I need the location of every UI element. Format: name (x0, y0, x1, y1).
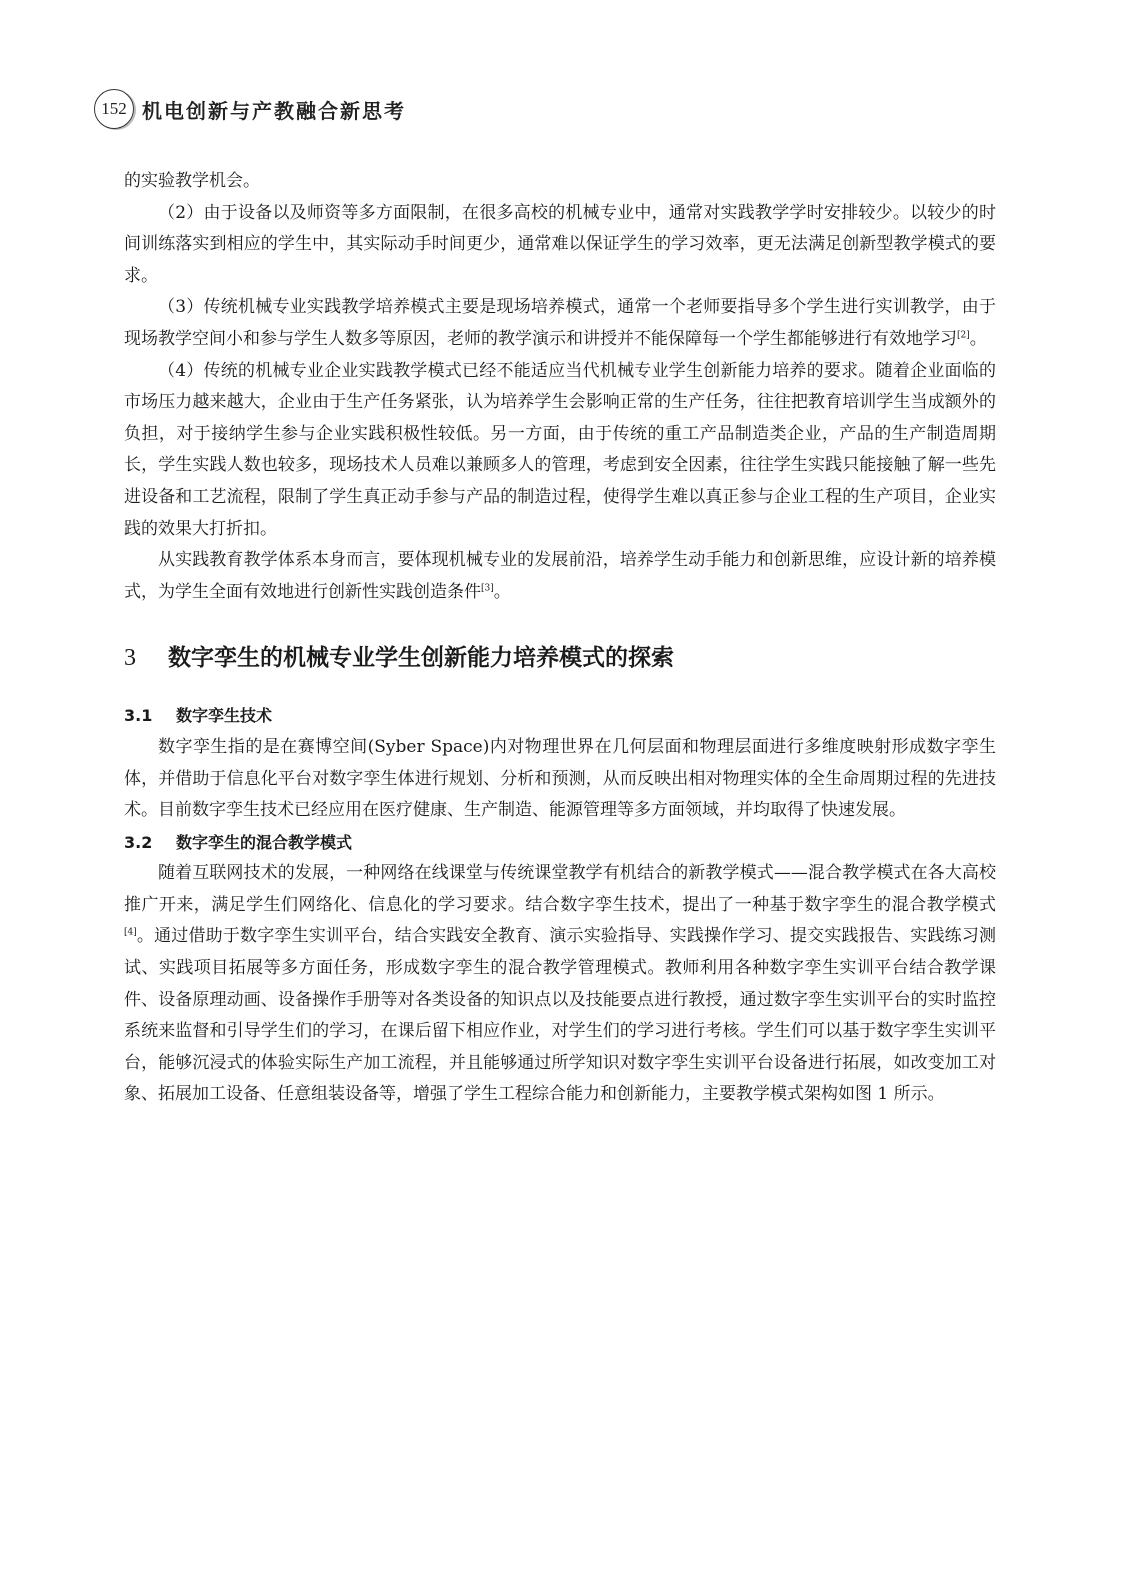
paragraph (124, 858, 996, 1111)
section-heading (124, 638, 996, 678)
paragraph-text: 随着互联网技术的发展，一种网络在线课堂与传统课堂教学有机结合的新教学模式——混合教学模式在各大高校推广开来，满足学生们网络化、信息化的学习要求。结合数字孪生技术，提出了一种基于数字孪生的混合教学模式 (124, 863, 996, 915)
page-body (124, 166, 996, 1111)
paragraph: （4）传统的机械专业企业实践教学模式已经不能适应当代机械专业学生创新能力培养的要求。随着企业面临的市场压力越来越大，企业由于生产任务紧张，认为培养学生会影响正常的生产任务，往往把教育培训学生当成额外的负担，对于接纳学生参与企业实践积极性较低。另一方面，由于传统的重工产品制造类企业，产品的生产制造周期长，学生实践人数也较多，现场技术人员难以兼顾多人的管理，考虑到安全因素，往往学生实践只能接触了解一些先进设备和工艺流程，限制了学生真正动手参与产品的制造过程，使得学生难以真正参与企业工程的生产项目，企业实践的效果大打折扣。 (124, 360, 996, 539)
citation-ref: [4] (124, 927, 137, 938)
paragraph (124, 545, 996, 608)
section-number: 3 (124, 645, 136, 672)
subsection-heading (124, 827, 996, 859)
paragraph-end: 。 (493, 581, 511, 602)
paragraph: 数字孪生指的是在赛博空间(Syber Space)内对物理世界在几何层面和物理层面进行多维度映射形成数字孪生体，并借助于信息化平台对数字孪生体进行规划、分析和预测，从而反映出相对物理实体的全生命周期过程的先进技术。目前数字孪生技术已经应用在医疗健康、生产制造、能源管理等多方面领域，并均取得了快速发展。 (124, 736, 996, 821)
paragraph: 的实验教学机会。 (124, 171, 260, 191)
paragraph: （2）由于设备以及师资等多方面限制，在很多高校的机械专业中，通常对实践教学学时安排较少。以较少的时间训练落实到相应的学生中，其实际动手时间更少，通常难以保证学生的学习效率，更无法满足创新型教学模式的要求。 (124, 202, 996, 286)
subsection-number: 3.1 (124, 706, 153, 726)
page-header (94, 88, 406, 130)
citation-ref: [3] (481, 583, 494, 594)
paragraph-text: （3）传统机械专业实践教学培养模式主要是现场培养模式，通常一个老师要指导多个学生进行实训教学，由于现场教学空间小和参与学生人数多等原因，老师的教学演示和讲授并不能保障每一个学生都能够进行有效地学习 (124, 297, 996, 349)
section-title: 数字孪生的机械专业学生创新能力培养模式的探索 (168, 645, 674, 672)
paragraph-rest: 。通过借助于数字孪生实训平台，结合实践安全教育、演示实验指导、实践操作学习、提交实践报告、实践练习测试、实践项目拓展等多方面任务，形成数字孪生的混合教学管理模式。教师利用各种数字孪生实训平台结合教学课件、设备原理动画、设备操作手册等对各类设备的知识点以及技能要点进行教授，通过数字孪生实训平台的实时监控系统来监督和引导学生们的学习，在课后留下相应作业，对学生们的学习进行考核。学生们可以基于数字孪生实训平台，能够沉浸式的体验实际生产加工流程，并且能够通过所学知识对数字孪生实训平台设备进行拓展，如改变加工对象、拓展加工设备、任意组装设备等，增强了学生工程综合能力和创新能力，主要教学模式架构如图 1 所示。 (124, 926, 996, 1105)
page-number: 152 (94, 89, 134, 129)
running-title: 机电创新与产教融合新思考 (142, 98, 406, 123)
paragraph-end: 。 (969, 328, 987, 349)
citation-ref: [2] (957, 330, 970, 341)
subsection-heading (124, 700, 996, 732)
subsection-number: 3.2 (124, 832, 153, 852)
subsection-title: 数字孪生技术 (176, 706, 273, 726)
subsection-title: 数字孪生的混合教学模式 (176, 832, 353, 852)
paragraph (124, 292, 996, 355)
paragraph-text: 从实践教育教学体系本身而言，要体现机械专业的发展前沿，培养学生动手能力和创新思维，应设计新的培养模式，为学生全面有效地进行创新性实践创造条件 (124, 550, 996, 602)
